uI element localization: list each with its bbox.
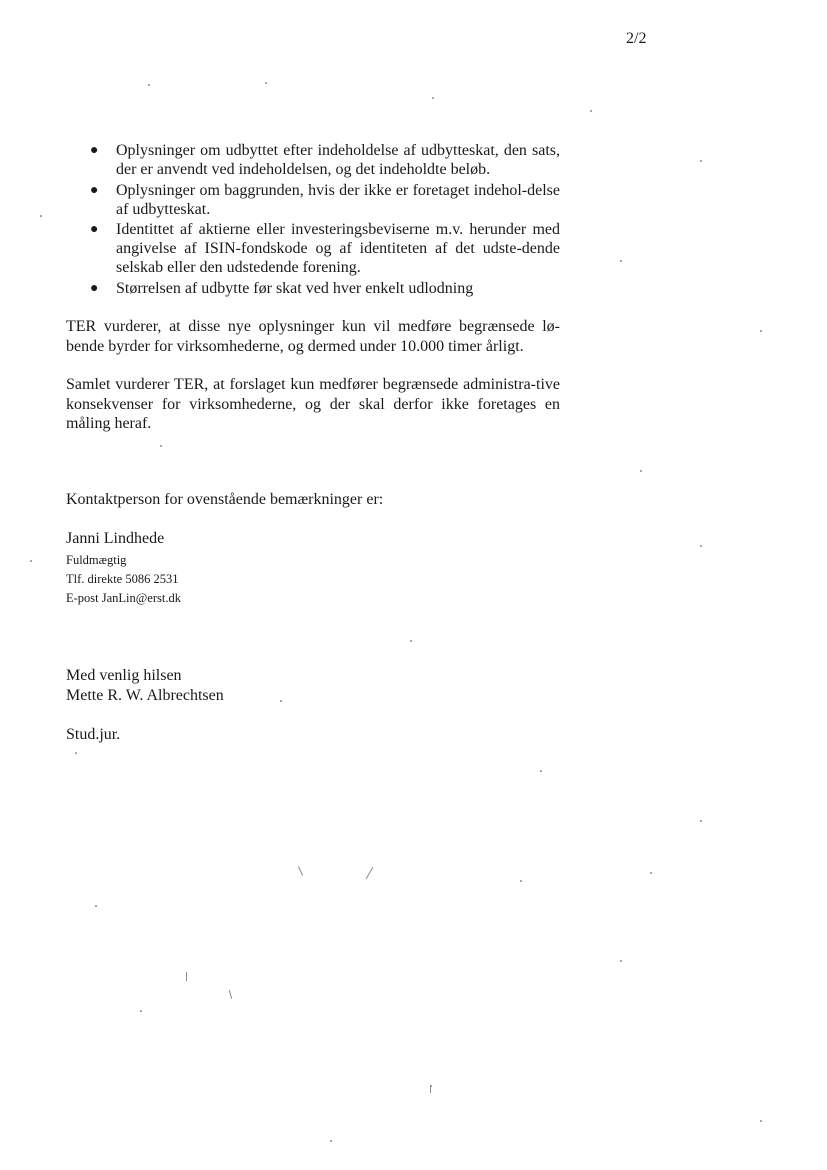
contact-phone: Tlf. direkte 5086 2531: [66, 572, 179, 586]
list-item: [90, 181, 560, 219]
signer-role: Stud.jur.: [66, 726, 121, 743]
assessment-paragraph: TER vurderer, at disse nye oplysninger kun vil medføre begrænsede lø-bende byrder for virksomhederne, og dermed under 10.000 timer årligt.: [66, 318, 560, 355]
bullet-text: Identittet af aktierne eller investeringsbeviserne m.v. herunder med angivelse af ISIN-fondskode og af identiteten af det udste-dende selskab eller den udstedende forening.: [116, 221, 560, 276]
signer-name: Mette R. W. Albrechtsen: [66, 687, 224, 704]
page-number: 2/2: [626, 30, 647, 47]
bullet-text: Oplysninger om baggrunden, hvis der ikke er foretaget indehol-delse af udbytteskat.: [116, 182, 560, 218]
bullet-icon: ●: [90, 281, 99, 296]
contact-title: Fuldmægtig: [66, 553, 127, 567]
contact-name: Janni Lindhede: [66, 530, 165, 547]
bullet-icon: ●: [90, 222, 99, 237]
closing-greeting: Med venlig hilsen: [66, 667, 182, 684]
bullet-icon: ●: [90, 183, 99, 198]
list-item: [90, 220, 560, 278]
contact-intro: Kontaktperson for ovenstående bemærkninger er:: [66, 491, 384, 508]
bullet-text: Oplysninger om udbyttet efter indeholdelse af udbytteskat, den sats, der er anvendt ved indeholdelsen, og det indeholdte beløb.: [116, 142, 560, 178]
bullet-list: [90, 141, 560, 298]
list-item: [90, 141, 560, 179]
bullet-text: Størrelsen af udbytte før skat ved hver enkelt udlodning: [116, 280, 474, 297]
contact-email: E-post JanLin@erst.dk: [66, 591, 181, 605]
list-item: [90, 279, 560, 298]
summary-paragraph: Samlet vurderer TER, at forslaget kun medfører begrænsede administra-tive konsekvenser for virksomhederne, og der skal derfor ikke foretages en måling heraf.: [66, 376, 560, 432]
bullet-icon: ●: [90, 143, 99, 158]
